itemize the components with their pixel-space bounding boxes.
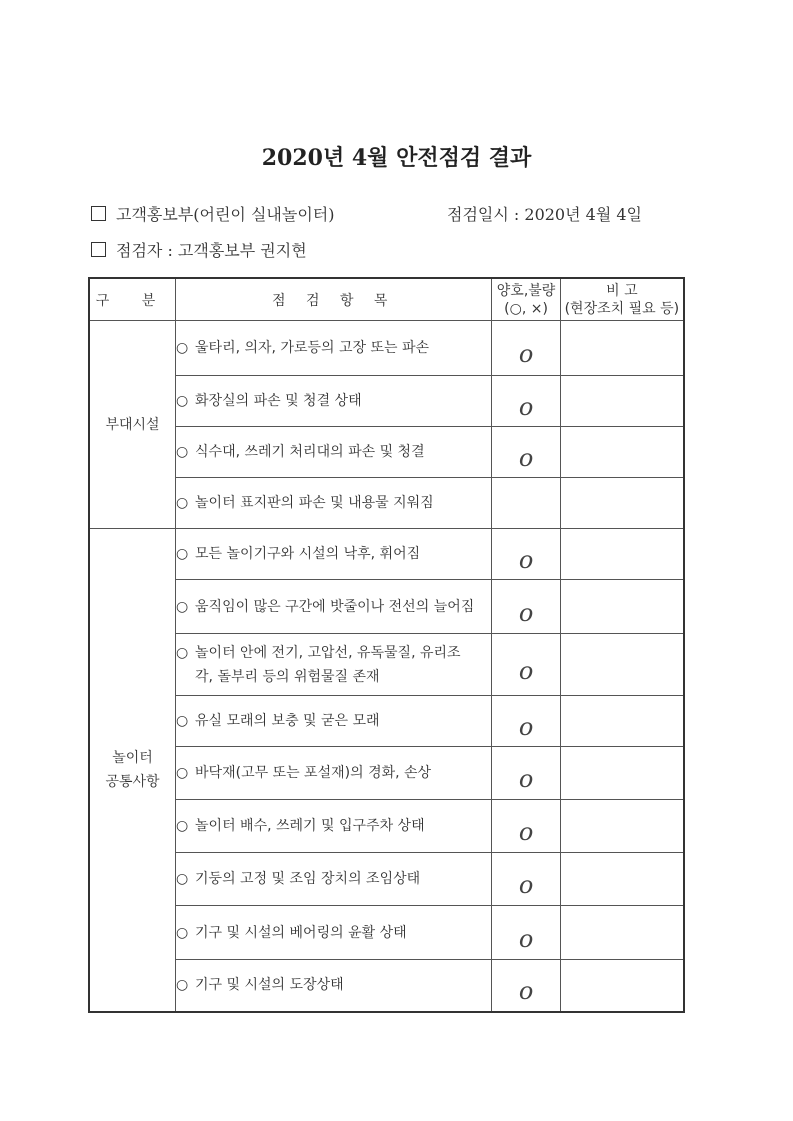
result-mark: o [518,656,534,685]
header-note-line1: 비 고 [606,282,638,299]
item-text: 바닥재(고무 또는 포설재)의 경화, 손상 [195,765,432,781]
table-row [89,747,684,800]
item-cell [176,747,492,800]
category-label: 놀이터 [112,749,153,766]
result-mark: o [518,444,534,472]
category-label: 공통사항 [105,773,160,790]
note-cell [560,853,684,906]
item-cell [176,580,492,634]
result-mark: o [518,713,534,741]
table-header-row [89,278,684,321]
result-cell [492,529,560,580]
note-cell [560,696,684,747]
table-row [89,800,684,853]
item-text: 유실 모래의 보충 및 굳은 모래 [195,713,380,729]
inspector-line [91,238,307,261]
item-text: 식수대, 쓰레기 처리대의 파손 및 청결 [195,444,425,460]
result-cell [492,427,560,478]
item-cell [176,800,492,853]
item-cell [176,696,492,747]
category-cell [89,529,176,1012]
item-text: 기구 및 시설의 도장상태 [195,977,344,994]
item-text: 놀이터 배수, 쓰레기 및 입구주차 상태 [195,818,425,834]
result-cell [492,853,560,906]
header-result-line1: 양호,불량 [496,282,556,299]
header-item: 점 검 항 목 [176,278,492,321]
department-line [91,202,335,225]
result-mark: o [518,977,534,1006]
note-cell [560,376,684,427]
bullet-icon: ○ [176,444,189,460]
item-text: 모든 놀이기구와 시설의 낙후, 휘어짐 [195,546,421,562]
result-mark: o [518,765,534,793]
result-cell [492,478,560,529]
item-cell [176,853,492,906]
bullet-icon: ○ [176,598,189,615]
header-result [492,278,560,321]
note-cell [560,634,684,696]
table-row [89,906,684,960]
table-row [89,376,684,427]
item-text: 기구 및 시설의 베어링의 윤활 상태 [195,924,407,941]
table-row [89,696,684,747]
bullet-icon: ○ [176,924,189,941]
bullet-icon: ○ [176,765,189,781]
bullet-icon: ○ [176,644,189,661]
item-text: 울타리, 의자, 가로등의 고장 또는 파손 [195,340,430,356]
item-text: 움직임이 많은 구간에 밧줄이나 전선의 늘어짐 [195,598,475,615]
item-text: 놀이터 표지판의 파손 및 내용물 지워짐 [195,495,434,511]
item-cell [176,960,492,1012]
note-cell [560,747,684,800]
table-row [89,853,684,906]
inspection-table [88,277,685,1013]
checkbox-icon [91,242,106,257]
note-cell [560,800,684,853]
table-row [89,960,684,1012]
result-mark: o [518,546,534,574]
note-cell [560,427,684,478]
bullet-icon: ○ [176,546,189,562]
bullet-icon: ○ [176,818,189,834]
result-cell [492,800,560,853]
result-cell [492,321,560,376]
result-cell [492,960,560,1012]
item-cell [176,427,492,478]
result-cell [492,580,560,634]
inspection-date: 점검일시 : 2020년 4월 4일 [447,205,643,224]
table-row [89,529,684,580]
result-cell [492,696,560,747]
item-text: 기둥의 고정 및 조임 장치의 조임상태 [195,871,421,887]
note-cell [560,321,684,376]
item-text: 화장실의 파손 및 청결 상태 [195,393,362,409]
note-cell [560,478,684,529]
bullet-icon: ○ [176,340,189,356]
result-mark: o [518,598,534,627]
result-mark: o [518,871,534,899]
table-row [89,427,684,478]
bullet-icon: ○ [176,393,189,409]
result-cell [492,747,560,800]
document-title: 2020년 4월 안전점검 결과 [261,145,532,171]
item-cell [176,376,492,427]
table-row [89,478,684,529]
item-cell [176,906,492,960]
header-result-line2: (○, ×) [504,300,548,317]
category-label: 부대시설 [105,416,160,433]
bullet-icon: ○ [176,713,189,729]
note-cell [560,580,684,634]
bullet-icon: ○ [176,977,189,994]
table-row [89,580,684,634]
item-cell [176,529,492,580]
item-text: 놀이터 안에 전기, 고압선, 유독물질, 유리조각, 돌부리 등의 위험물질 존재 [195,644,461,685]
note-cell [560,906,684,960]
header-note-line2: (현장조치 필요 등) [564,300,680,317]
bullet-icon: ○ [176,495,189,511]
result-cell [492,634,560,696]
result-mark: o [518,818,534,846]
item-cell [176,478,492,529]
note-cell [560,960,684,1012]
result-cell [492,906,560,960]
bullet-icon: ○ [176,871,189,887]
result-cell [492,376,560,427]
result-mark: o [518,924,534,953]
item-cell [176,321,492,376]
note-cell [560,529,684,580]
header-category: 구 분 [89,278,176,321]
checkbox-icon [91,206,106,221]
item-cell [176,634,492,696]
department-text: 고객홍보부(어린이 실내놀이터) [116,205,335,224]
result-mark: o [518,393,534,421]
category-cell [89,321,176,529]
result-mark: o [518,340,534,368]
table-row [89,321,684,376]
inspector-text: 점검자 : 고객홍보부 권지현 [116,241,307,260]
table-row [89,634,684,696]
header-note [560,278,684,321]
